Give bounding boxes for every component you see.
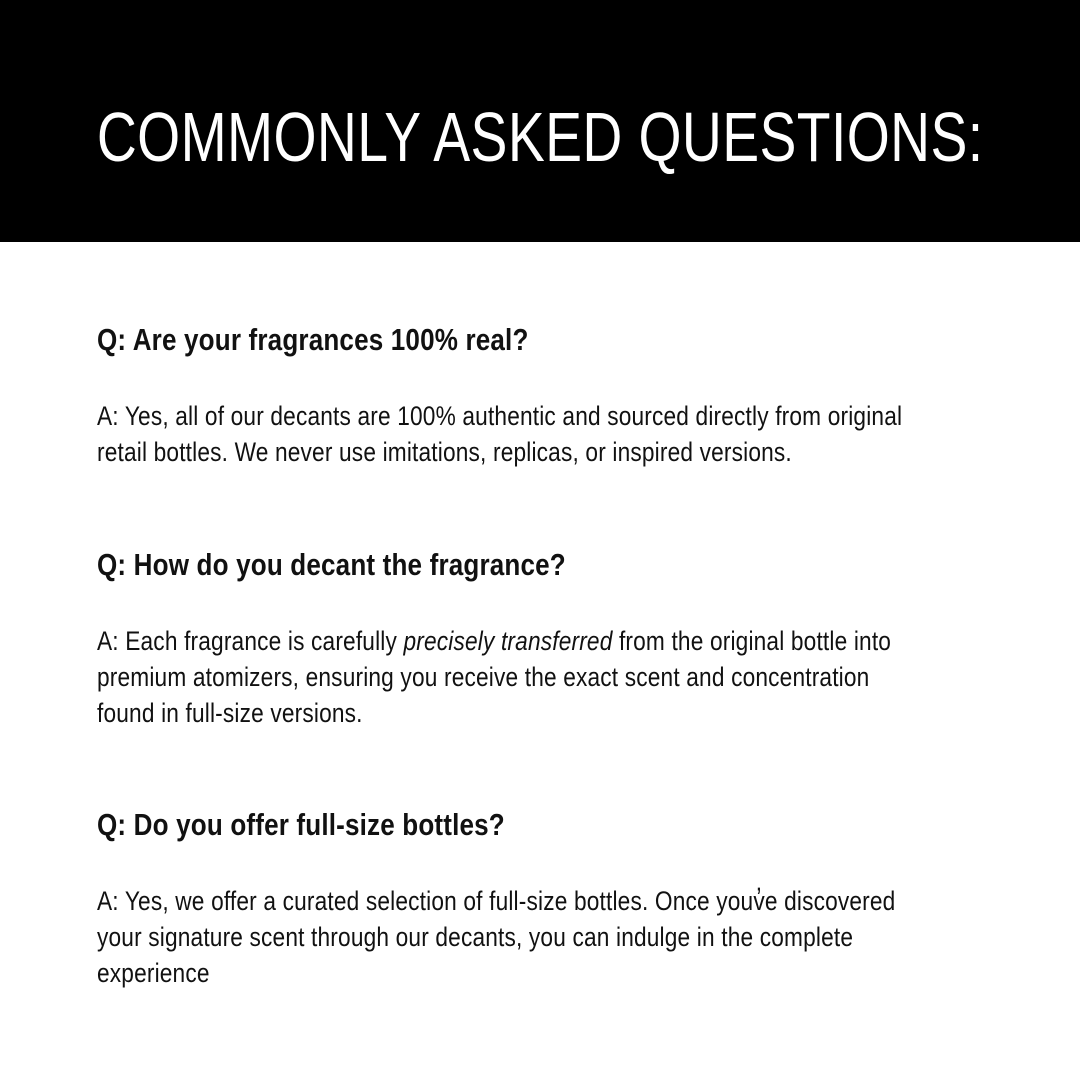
- faq-answer-line: retail bottles. We never use imitations, replicas, or inspired versions.: [97, 437, 792, 467]
- answer-text-segment: A: Each fragrance is carefully: [97, 626, 404, 656]
- faq-answer-line: premium atomizers, ensuring you receive the exact scent and concentration: [97, 662, 870, 692]
- faq-question: Q: Do you offer full-size bottles?: [97, 807, 505, 842]
- header-band: [0, 0, 1080, 242]
- faq-answer-line: A: Yes, all of our decants are 100% authentic and sourced directly from original: [97, 401, 903, 431]
- faq-item-decanting: [97, 545, 1080, 731]
- answer-text-segment: from the original bottle into: [612, 626, 892, 656]
- faq-item-full-size: [97, 805, 1080, 991]
- faq-answer-line: A: Yes, we offer a curated selection of full-size bottles. Once youv̓e discovered: [97, 886, 896, 916]
- faq-answer-line: found in full-size versions.: [97, 698, 363, 728]
- faq-item-authenticity: [97, 320, 1080, 470]
- faq-question: Q: Are your fragrances 100% real?: [97, 322, 529, 357]
- page-title: COMMONLY ASKED QUESTIONS:: [96, 98, 984, 176]
- faq-question: Q: How do you decant the fragrance?: [97, 547, 566, 582]
- faq-answer: [97, 623, 1080, 731]
- faq-answer: [97, 883, 1080, 991]
- faq-answer-line: experience: [97, 958, 210, 988]
- faq-answer-line: [97, 623, 923, 659]
- emphasis-text: precisely transferred: [403, 626, 613, 656]
- faq-answer: [97, 398, 1080, 470]
- faq-answer-line: your signature scent through our decants, you can indulge in the complete: [97, 922, 854, 952]
